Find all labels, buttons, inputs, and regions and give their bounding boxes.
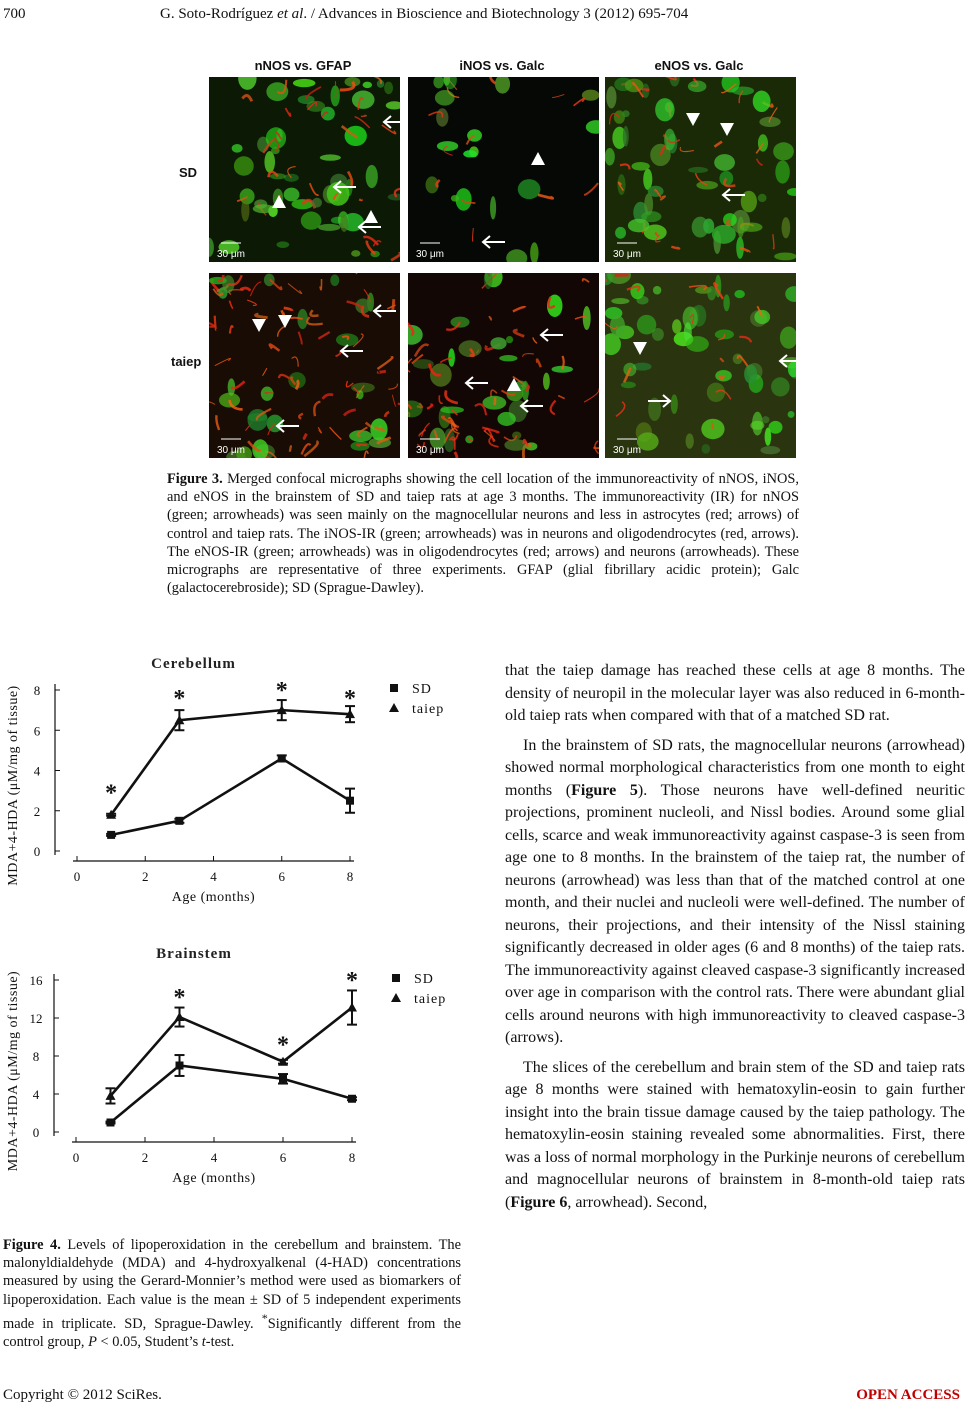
green-cell (440, 406, 464, 413)
micrograph-sd-enos (605, 77, 796, 262)
green-cell (623, 126, 629, 147)
data-point-SD (346, 797, 354, 805)
green-cell (688, 167, 708, 173)
green-cell (782, 217, 791, 238)
green-cell (506, 336, 513, 343)
chart-title: Brainstem (156, 946, 232, 962)
green-cell (301, 212, 322, 230)
green-cell (714, 154, 735, 171)
y-tick-label: 2 (33, 803, 41, 819)
significance-star: * (275, 678, 288, 704)
green-cell (270, 173, 286, 179)
green-cell (741, 191, 757, 213)
y-tick-label: 8 (32, 1049, 40, 1064)
legend-label-SD: SD (414, 972, 434, 987)
green-cell (384, 82, 393, 95)
green-cell (771, 377, 790, 396)
data-point-SD (278, 754, 286, 762)
green-cell (436, 108, 448, 126)
x-tick-label: 0 (73, 869, 81, 884)
green-cell (450, 317, 469, 328)
legend-label-SD: SD (412, 682, 432, 697)
brainstem-chart-svg (0, 930, 460, 1198)
green-cell (232, 144, 243, 153)
chart-brainstem (0, 930, 460, 1198)
figure4-label: Figure 4. (3, 1237, 61, 1253)
green-cell (363, 82, 373, 88)
green-cell (351, 250, 360, 257)
green-cell (312, 198, 322, 208)
green-cell (672, 319, 682, 333)
red-process (494, 397, 495, 404)
green-cell (760, 446, 780, 454)
green-cell (744, 364, 757, 383)
chart-cerebellum (0, 648, 460, 923)
legend-label-taiep: taiep (414, 992, 447, 1007)
series-line-taiep (111, 710, 350, 815)
green-cell (623, 363, 636, 376)
scale-bar-label: 30 μm (217, 445, 245, 456)
green-cell (293, 79, 316, 87)
green-cell (435, 90, 455, 106)
green-cell (490, 196, 496, 219)
chart-title: Cerebellum (151, 656, 236, 672)
green-cell (715, 330, 734, 340)
green-cell (320, 154, 341, 160)
significance-star: * (173, 985, 186, 1012)
green-cell (253, 204, 275, 213)
green-cell (340, 215, 348, 232)
column-title-enos: eNOS vs. Galc (654, 58, 744, 73)
significance-star: * (105, 780, 118, 807)
green-cell (775, 160, 789, 183)
green-cell (696, 181, 718, 190)
page-number: 700 (3, 6, 26, 22)
column-title-nnos: nNOS vs. GFAP (254, 58, 352, 73)
green-cell (264, 151, 275, 173)
data-point-SD (348, 1095, 356, 1103)
row-label-taiep: taiep (171, 354, 202, 369)
x-axis-label: Age (months) (172, 1171, 256, 1186)
green-cell (773, 142, 794, 160)
green-cell (463, 150, 477, 157)
legend-marker-taiep (391, 993, 401, 1002)
x-tick-label: 4 (210, 869, 217, 884)
green-cell (330, 274, 339, 286)
x-tick-label: 2 (141, 1150, 149, 1165)
x-tick-label: 6 (279, 1150, 287, 1165)
y-tick-label: 6 (33, 723, 41, 739)
green-cell (686, 336, 709, 352)
figure3-caption-text: Merged confocal micrographs showing the cell location of the immunoreactivity of nNOS, iNOS, and eNOS in the brainstem of SD and taiep rats at age 3 months. The immunoreactivity (IR) for nNOS (green; arrowheads) was seen mainly on the magnocellular neurons and less in astrocytes (red; arrows) of control and taiep rats. The iNOS-IR (green; arrowheads) was in neurons and oligodendrocytes (red, arrows). The eNOS-IR (green; arrowheads) was in oligodendrocytes (red; arrows) and neurons (arrowheads). These micrographs are representative of three experiments. GFAP (glial fibrillary acidic protein); Galc (galactocerebroside); SD (Sprague-Dawley). (167, 471, 799, 597)
figure3-caption (167, 470, 799, 597)
y-tick-label: 16 (29, 973, 43, 988)
scale-bar-label: 30 μm (217, 249, 245, 260)
data-point-taiep (175, 1012, 185, 1021)
running-header (0, 6, 966, 30)
green-cell (653, 286, 661, 295)
data-point-taiep (347, 1003, 357, 1012)
x-tick-label: 4 (210, 1150, 218, 1165)
green-cell (518, 179, 541, 199)
page-footer (0, 1387, 966, 1411)
significance-star: * (346, 968, 358, 994)
scale-bar-label: 30 μm (416, 445, 444, 456)
green-cell (497, 412, 515, 426)
copyright: Copyright © 2012 SciRes. (3, 1387, 162, 1403)
data-point-SD (107, 831, 115, 839)
y-tick-label: 8 (33, 683, 41, 698)
series-line-SD (111, 758, 350, 834)
green-cell (758, 194, 767, 202)
scale-bar-label: 30 μm (416, 249, 444, 260)
green-cell (615, 227, 626, 239)
series-line-SD (111, 1066, 353, 1123)
significance-star: * (344, 686, 356, 713)
green-cell (655, 98, 674, 121)
green-cell (712, 225, 736, 244)
legend-marker-SD (392, 974, 400, 982)
green-cell (688, 81, 707, 93)
y-axis-label: MDA+4-HDA (μM/mg of tissue) (6, 685, 21, 886)
figure4-caption: Figure 4. Levels of lipoperoxidation in the cerebellum and brainstem. The malonyldialdehyde (MDA) and 4-hydroxyalkenal (4-HAD) concentrations measured by using the Gerard-Monnier’s method were used as biomarkers of lipoperoxidation. Each value is the mean ± SD of 5 independent experiments made in triplicate. SD, Sprague-Dawley. *Significantly different from the control group, P < 0.05, Student’s t-test. (3, 1237, 461, 1350)
figure6-ref[interactable]: Figure 6 (510, 1193, 568, 1211)
body-text-column (505, 660, 965, 1214)
green-cell (702, 444, 710, 454)
red-process (393, 299, 394, 311)
legend-label-taiep: taiep (412, 702, 445, 717)
red-process (290, 446, 291, 451)
paragraph-1: that the taiep damage has reached these cells at age 8 months. The density of neuropil in the molecular layer was also reduced in 6-month-old taiep rats when compared with that of a matched SD rat. (505, 662, 965, 724)
scale-bar-label: 30 μm (613, 445, 641, 456)
green-cell (707, 286, 716, 300)
y-tick-label: 0 (33, 844, 41, 859)
legend-marker-taiep (389, 703, 399, 712)
green-cell (774, 252, 796, 260)
green-cell (628, 219, 650, 233)
micrograph-sd-nnos (209, 77, 400, 262)
green-cell (631, 162, 649, 171)
column-title-inos: iNOS vs. Galc (459, 58, 545, 73)
data-point-SD (175, 817, 183, 825)
green-cell (318, 224, 340, 231)
green-cell (276, 241, 289, 248)
green-cell (643, 169, 652, 190)
cerebellum-chart-svg (0, 648, 460, 923)
paragraph-3: The slices of the cerebellum and brain stem of the SD and taiep rats age 8 months were stained with hematoxylin-eosin to gain further insight into the brain tissue damage caused by the taiep pathology. The hematoxylin-eosin staining revealed some abnormalities. First, there was a loss of normal morphology in the Purkinje neurons of cerebellum and magnocellular neurons of brainstem in 8-month-old taiep rats (Figure 6, arrowhead). Second, (505, 1058, 965, 1211)
micrograph-taiep-nnos (209, 273, 400, 458)
green-cell (750, 421, 764, 430)
green-cell (543, 373, 550, 390)
micrograph-taiep-inos (408, 273, 599, 458)
green-cell (451, 195, 459, 202)
x-tick-label: 8 (346, 869, 354, 884)
data-point-SD (107, 1119, 115, 1127)
running-title: G. Soto-Rodríguez et al. / Advances in Bioscience and Biotechnology 3 (2012) 695-704 (160, 6, 689, 22)
x-tick-label: 2 (142, 869, 149, 884)
green-cell (686, 433, 694, 448)
y-tick-label: 0 (32, 1125, 40, 1140)
data-point-SD (176, 1062, 184, 1070)
figure5-ref[interactable]: Figure 5 (571, 781, 638, 799)
x-tick-label: 0 (72, 1150, 80, 1165)
green-cell (703, 218, 714, 233)
x-tick-label: 8 (348, 1150, 356, 1165)
green-cell (284, 188, 300, 202)
red-process (359, 199, 362, 200)
green-cell (605, 148, 615, 165)
significance-star: * (277, 1032, 289, 1059)
green-cell (740, 222, 763, 231)
micrograph-background (408, 77, 599, 262)
green-cell (622, 110, 630, 117)
green-cell (234, 156, 254, 175)
green-cell (241, 199, 249, 222)
row-label-sd: SD (179, 165, 198, 180)
red-process (215, 316, 216, 330)
green-cell (753, 91, 771, 112)
green-cell (637, 315, 656, 335)
green-cell (276, 129, 282, 142)
legend-marker-SD (390, 684, 398, 692)
figure3-label: Figure 3. (167, 471, 223, 487)
green-cell (671, 394, 678, 414)
y-tick-label: 4 (32, 1087, 40, 1102)
significance-star: * (173, 686, 186, 713)
green-cell (611, 298, 629, 304)
green-cell (734, 290, 745, 298)
green-cell (765, 428, 772, 446)
green-cell (490, 337, 506, 349)
green-cell (762, 416, 770, 423)
y-tick-label: 12 (29, 1011, 43, 1026)
green-cell (788, 411, 795, 418)
green-cell (606, 86, 616, 108)
green-cell (499, 355, 517, 361)
scale-bar-label: 30 μm (613, 249, 641, 260)
y-axis-label: MDA+4-HDA (μM/mg of tissue) (6, 970, 21, 1172)
green-cell (264, 274, 275, 287)
micrograph-sd-inos (408, 77, 599, 262)
x-tick-label: 6 (278, 869, 285, 884)
green-cell (707, 383, 725, 402)
green-cell (366, 165, 378, 188)
green-cell (437, 141, 458, 151)
series-line-taiep (111, 1008, 353, 1096)
green-cell (723, 294, 729, 311)
figure3-micrographs (164, 52, 804, 460)
paragraph-2: In the brainstem of SD rats, the magnocellular neurons (arrowhead) showed normal morphological characteristics from one month to eight months (Figure 5). Those neurons have well-defined neuritic projections, prominent nucleoli, and Nissl bodies. Around some glial cells, scarce and weak immunoreactivity against caspase-3 is seen from age one to 8 months. In the brainstem of the taiep rat, the number of neurons (arrowhead) was less than that of the matched control at one month, and their nuclei and nucleoli were well-defined. The number of neurons, their projections, and their intensity of the Nissl staining significantly decreased in older ages (6 and 8 months) of the taiep rats. The immunoreactivity against cleaved caspase-3 significantly increased over age in comparison with the control rats. There were abundant glial cells around neurons with high immunoreactivity to cleaved caspase-3 (arrows). (505, 736, 966, 1046)
green-cell (625, 79, 644, 92)
open-access: OPEN ACCESS (856, 1387, 960, 1403)
data-point-SD (279, 1075, 287, 1083)
micrograph-taiep-enos (605, 273, 796, 458)
y-tick-label: 4 (33, 763, 41, 779)
green-cell (621, 382, 636, 389)
x-axis-label: Age (months) (171, 890, 256, 905)
